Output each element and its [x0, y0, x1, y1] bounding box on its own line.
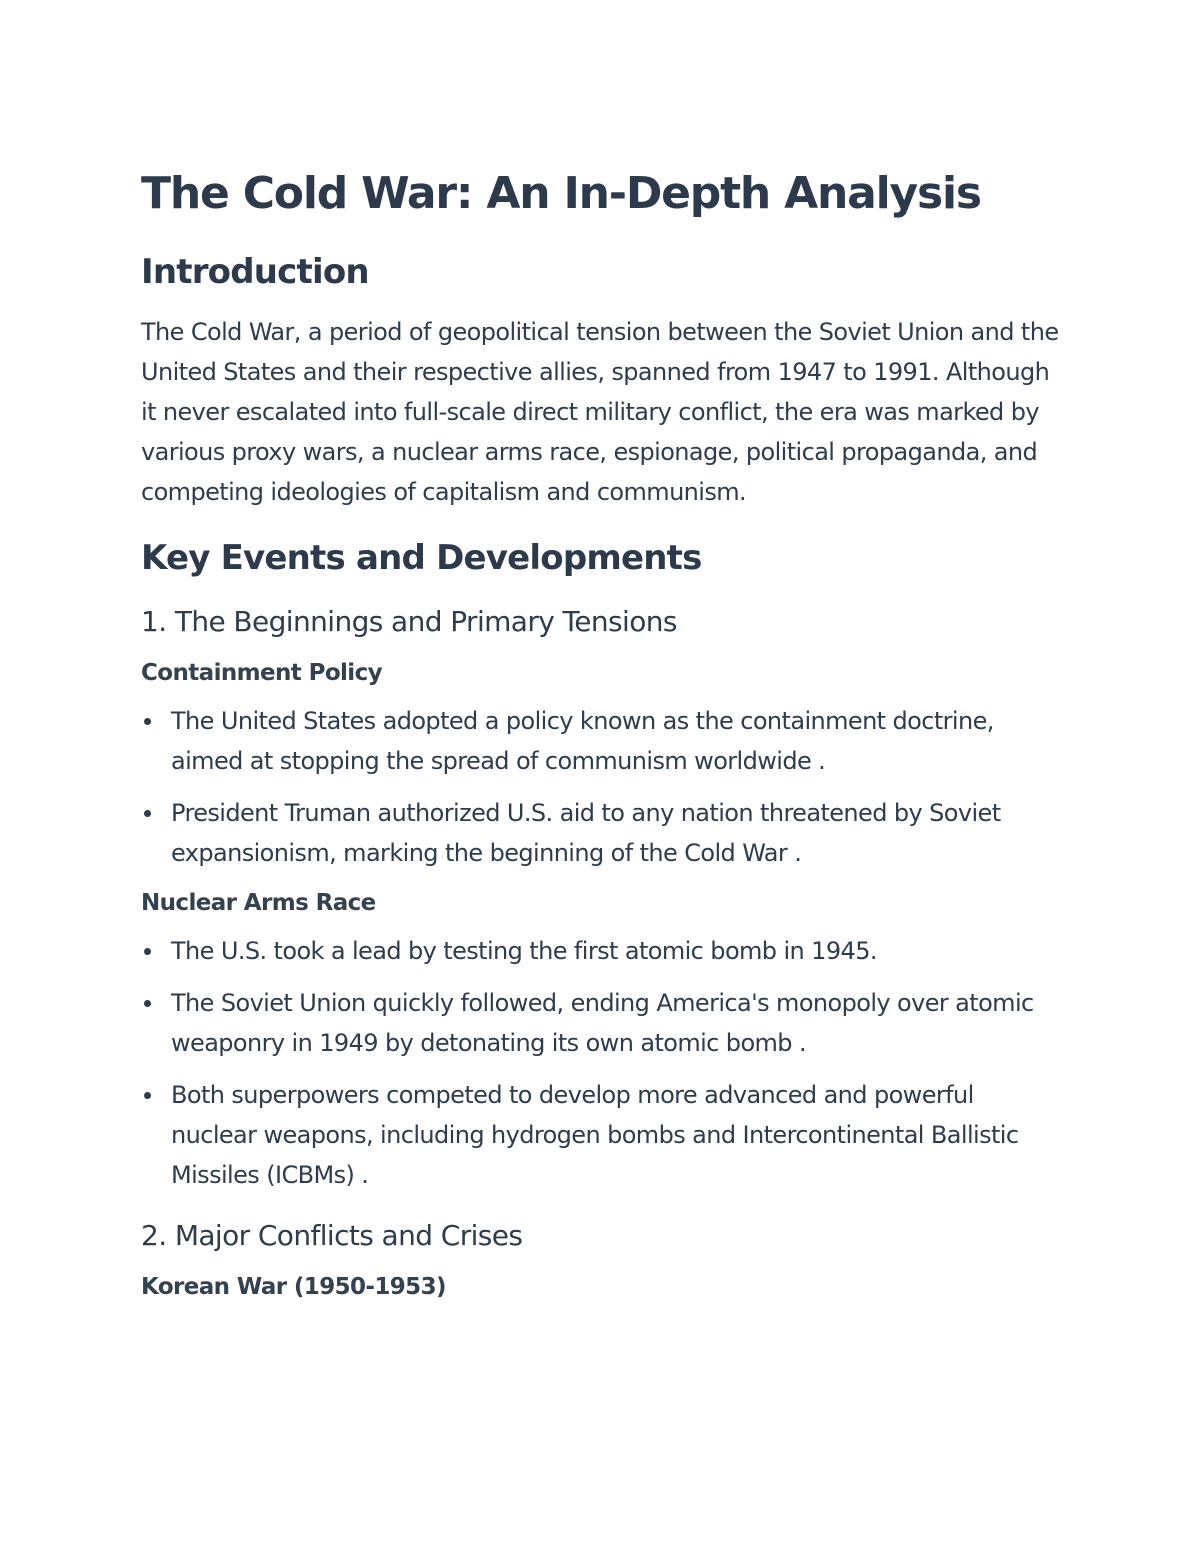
nuclear-arms-race-list: [141, 931, 1060, 1195]
key-events-heading: Key Events and Developments: [141, 538, 702, 578]
list-item: [141, 793, 1060, 873]
korean-war-heading: Korean War (1950-1953): [141, 1274, 446, 1300]
list-item: [141, 701, 1060, 781]
bullet-icon: [144, 1092, 151, 1099]
containment-policy-list: [141, 701, 1060, 873]
introduction-paragraph: The Cold War, a period of geopolitical tension between the Soviet Union and the United States and their respective allies, spanned from 1947 to 1991. Although it never escalated into full-scale direct military conflict, the era was marked by various proxy wars, a nuclear arms race, espionage, political propaganda, and competing ideologies of capitalism and communism.: [141, 318, 1059, 506]
section-2-heading: 2. Major Conflicts and Crises: [141, 1219, 523, 1252]
bullet-icon: [144, 718, 151, 725]
list-item: [141, 931, 1060, 971]
bullet-icon: [144, 948, 151, 955]
introduction-heading: Introduction: [141, 252, 369, 292]
list-item-text: The United States adopted a policy known as the containment doctrine, aimed at stopping the spread of communism worldwide .: [171, 707, 994, 775]
containment-policy-heading: Containment Policy: [141, 660, 383, 686]
list-item-text: President Truman authorized U.S. aid to any nation threatened by Soviet expansionism, marking the beginning of the Cold War .: [171, 799, 1001, 867]
list-item: [141, 983, 1060, 1063]
list-item: [141, 1075, 1060, 1195]
nuclear-arms-race-heading: Nuclear Arms Race: [141, 890, 376, 916]
list-item-text: Both superpowers competed to develop more advanced and powerful nuclear weapons, including hydrogen bombs and Intercontinental Ballistic Missiles (ICBMs) .: [171, 1081, 1019, 1189]
list-item-text: The U.S. took a lead by testing the first atomic bomb in 1945.: [171, 937, 877, 965]
section-1-heading: 1. The Beginnings and Primary Tensions: [141, 605, 677, 638]
bullet-icon: [144, 1000, 151, 1007]
bullet-icon: [144, 810, 151, 817]
document-title: The Cold War: An In-Depth Analysis: [141, 168, 981, 219]
list-item-text: The Soviet Union quickly followed, ending America's monopoly over atomic weaponry in 1949 by detonating its own atomic bomb .: [171, 989, 1034, 1057]
